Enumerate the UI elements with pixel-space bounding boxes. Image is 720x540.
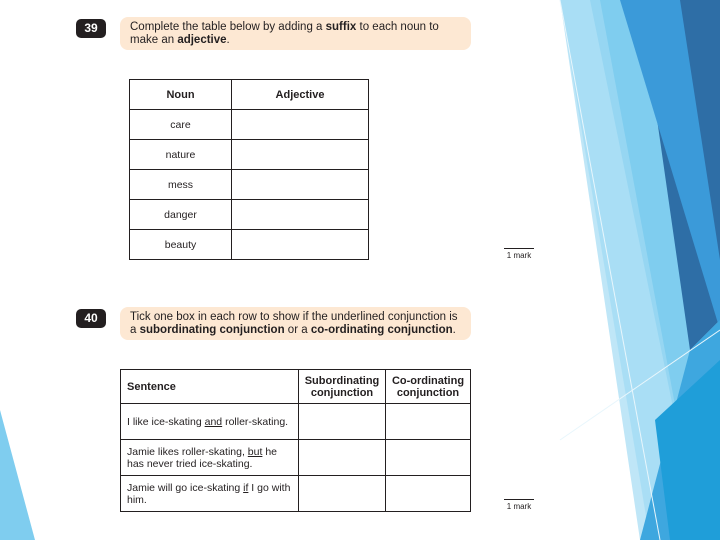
header-noun: Noun: [130, 80, 232, 110]
instruction-text: .: [452, 324, 456, 336]
noun-cell: care: [130, 110, 232, 140]
instruction-keyword: co-ordinating conjunction: [310, 324, 453, 336]
sentence-text: I like ice-skating: [127, 415, 205, 428]
mark-label: 1 mark: [506, 251, 532, 260]
subordinating-tick-box[interactable]: [299, 476, 386, 512]
mark-rule: [504, 499, 534, 500]
mark-rule: [504, 248, 534, 249]
noun-cell: danger: [130, 200, 232, 230]
adjective-answer-cell[interactable]: [232, 230, 369, 260]
table-row: [121, 440, 471, 476]
sentence-cell: [121, 476, 299, 512]
sentence-text: Jamie likes roller-skating,: [127, 445, 248, 458]
header-subordinating-line1: Subordinating: [304, 374, 380, 387]
table-row: [121, 476, 471, 512]
instruction-keyword: subordinating conjunction: [139, 324, 285, 336]
adjective-answer-cell[interactable]: [232, 200, 369, 230]
adjective-answer-cell[interactable]: [232, 110, 369, 140]
coordinating-tick-box[interactable]: [386, 440, 471, 476]
conjunction-table: [120, 369, 471, 512]
table-row: [130, 200, 369, 230]
noun-cell: beauty: [130, 230, 232, 260]
mark-box-39: [504, 248, 534, 260]
subordinating-tick-box[interactable]: [299, 404, 386, 440]
instruction-text: Complete the table below by adding a: [130, 21, 326, 33]
instruction-keyword: suffix: [325, 21, 357, 33]
underlined-conjunction: and: [204, 415, 223, 428]
question-number-39: 39: [76, 19, 106, 38]
instruction-text: Tick one box in each row to show if the underlined conjunction is a: [130, 311, 458, 336]
header-subordinating-line2: conjunction: [310, 386, 374, 399]
table-row: [121, 404, 471, 440]
noun-cell: mess: [130, 170, 232, 200]
instruction-text: .: [226, 34, 230, 46]
question-40-instruction: [120, 307, 471, 340]
mark-box-40: [504, 499, 534, 511]
question-39-instruction: [120, 17, 471, 50]
table-header-row: [130, 80, 369, 110]
sentence-cell: [121, 404, 299, 440]
subordinating-tick-box[interactable]: [299, 440, 386, 476]
sentence-text: he has never tried ice-skating.: [127, 445, 278, 470]
header-subordinating: [299, 370, 386, 404]
sentence-text: I go with him.: [127, 481, 291, 506]
table-header-row: [121, 370, 471, 404]
table-row: [130, 140, 369, 170]
sentence-text: Jamie will go ice-skating: [127, 481, 244, 494]
table-row: [130, 230, 369, 260]
adjective-answer-cell[interactable]: [232, 140, 369, 170]
underlined-conjunction: but: [247, 445, 263, 458]
noun-cell: nature: [130, 140, 232, 170]
header-adjective: Adjective: [232, 80, 369, 110]
table-row: [130, 170, 369, 200]
instruction-keyword: adjective: [177, 34, 227, 46]
instruction-text: or a: [284, 324, 311, 336]
adjective-answer-cell[interactable]: [232, 170, 369, 200]
sentence-text: roller-skating.: [222, 415, 289, 428]
sentence-cell: [121, 440, 299, 476]
coordinating-tick-box[interactable]: [386, 476, 471, 512]
header-sentence: Sentence: [121, 370, 299, 404]
header-coordinating-line1: Co-ordinating: [391, 374, 465, 387]
table-row: [130, 110, 369, 140]
instruction-text: to each noun to make an: [130, 21, 439, 46]
underlined-conjunction: if: [243, 481, 249, 494]
coordinating-tick-box[interactable]: [386, 404, 471, 440]
question-number-40: 40: [76, 309, 106, 328]
header-coordinating: [386, 370, 471, 404]
noun-adjective-table: [129, 79, 369, 260]
header-coordinating-line2: conjunction: [396, 386, 460, 399]
mark-label: 1 mark: [506, 502, 532, 511]
